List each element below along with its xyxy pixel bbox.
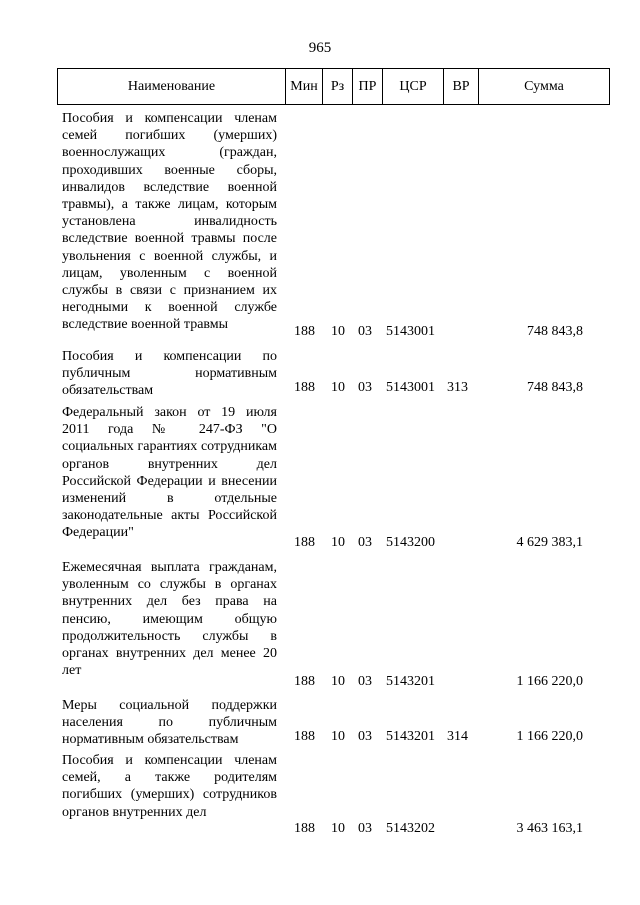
column-header-name: Наименование — [127, 79, 216, 94]
column-header-csr: ЦСР — [382, 69, 443, 104]
column-header-vr: ВР — [443, 69, 478, 104]
row-rz: 10 — [331, 324, 345, 339]
row-sum: 748 843,8 — [527, 380, 583, 395]
row-name: Пособия и компенсации по публичным нормативным обязательствам — [62, 349, 277, 399]
row-min: 188 — [294, 729, 315, 744]
row-pr: 03 — [358, 380, 372, 395]
row-csr: 5143200 — [386, 535, 435, 550]
column-header-min: Мин — [285, 69, 322, 104]
row-min: 188 — [294, 324, 315, 339]
row-sum: 4 629 383,1 — [516, 535, 583, 550]
row-csr: 5143202 — [386, 821, 435, 836]
row-min: 188 — [294, 380, 315, 395]
row-csr: 5143201 — [386, 729, 435, 744]
row-vr: 314 — [447, 729, 468, 744]
page-number: 965 — [308, 40, 332, 56]
column-header-sum: Сумма — [478, 69, 609, 104]
row-name: Пособия и компенсации членам семей, а также родителям погибших (умерших) сотрудников органов внутренних дел — [62, 753, 277, 820]
row-rz: 10 — [331, 729, 345, 744]
row-sum: 3 463 163,1 — [516, 821, 583, 836]
row-pr: 03 — [358, 535, 372, 550]
row-pr: 03 — [358, 674, 372, 689]
row-pr: 03 — [358, 324, 372, 339]
row-sum: 1 166 220,0 — [516, 674, 583, 689]
row-csr: 5143201 — [386, 674, 435, 689]
row-name: Ежемесячная выплата гражданам, уволенным со службы в органах внутренних дел без права на пенсию, имеющим общую продолжительность службы в органах внутренних дел менее 20 лет — [62, 560, 277, 679]
row-rz: 10 — [331, 674, 345, 689]
row-csr: 5143001 — [386, 380, 435, 395]
row-rz: 10 — [331, 535, 345, 550]
row-rz: 10 — [331, 821, 345, 836]
row-pr: 03 — [358, 729, 372, 744]
row-name: Пособия и компенсации членам семей погибших (умерших) военнослужащих (граждан, проходивших военные сборы, инвалидов вследствие военной травмы), а также лицам, которым установлена инвалидность вследствие военной травмы после увольнения с военной службы, и лицам, уволенным с военной службы в связи с признанием их негодными к военной службе вследствие военной травмы — [62, 111, 277, 333]
row-min: 188 — [294, 674, 315, 689]
table-header — [57, 68, 610, 105]
row-name: Меры социальной поддержки населения по публичным нормативным обязательствам — [62, 698, 277, 748]
column-header-rz: Рз — [322, 69, 352, 104]
column-header-pr: ПР — [352, 69, 382, 104]
row-sum: 1 166 220,0 — [516, 729, 583, 744]
row-min: 188 — [294, 535, 315, 550]
row-rz: 10 — [331, 380, 345, 395]
row-name: Федеральный закон от 19 июля 2011 года № 247-ФЗ "О социальных гарантиях сотрудникам органов внутренних дел Российской Федерации и внесении изменений в отдельные законодательные акты Российской Федерации" — [62, 405, 277, 541]
row-csr: 5143001 — [386, 324, 435, 339]
row-sum: 748 843,8 — [527, 324, 583, 339]
row-min: 188 — [294, 821, 315, 836]
row-vr: 313 — [447, 380, 468, 395]
row-pr: 03 — [358, 821, 372, 836]
